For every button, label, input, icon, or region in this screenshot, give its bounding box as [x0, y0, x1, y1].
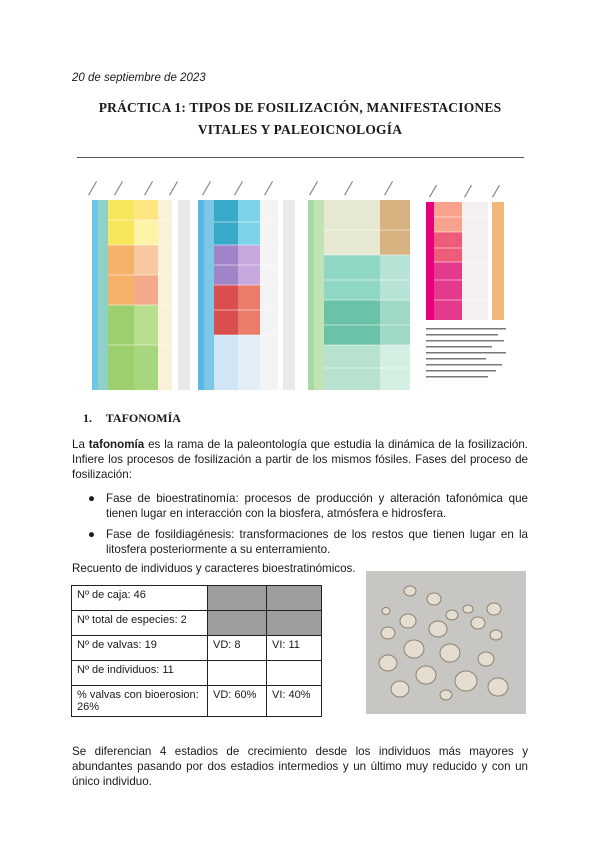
- table-cell: Nº total de especies: 2: [72, 611, 208, 636]
- title-divider: [77, 157, 524, 158]
- table-cell: [208, 661, 267, 686]
- table-row: [72, 586, 322, 611]
- list-item: [88, 527, 528, 557]
- section-heading: [83, 411, 181, 426]
- document-date: 20 de septiembre de 2023: [72, 72, 206, 84]
- intro-rest: es la rama de la paleontología que estudia la dinámica de la fosilización. Infiere los procesos de fosilización a partir de los mismos fósiles. Fases del proceso de fosilización:: [72, 438, 528, 481]
- table-cell: VD: 60%: [208, 686, 267, 717]
- geologic-timescale-chart-image: [88, 170, 518, 392]
- table-cell: VD: 8: [208, 636, 267, 661]
- bullet-icon: ●: [88, 528, 96, 541]
- table-cell-shaded: [208, 586, 267, 611]
- table-cell: VI: 11: [267, 636, 322, 661]
- shell-specimens-photo: [366, 571, 526, 714]
- table-cell-shaded: [267, 611, 322, 636]
- timescale-panel-3: [308, 200, 410, 390]
- intro-lead: La: [72, 438, 89, 451]
- intro-term: tafonomía: [88, 438, 145, 451]
- conclusion-paragraph: Se diferencian 4 estadios de crecimiento desde los individuos más mayores y abundantes pasando por dos estadios intermedios y un último muy reducido y con un único individuo.: [72, 745, 528, 788]
- table-row: [72, 686, 322, 717]
- phase-list: [88, 491, 528, 563]
- table-row: [72, 661, 322, 686]
- table-cell: Nº de caja: 46: [72, 586, 208, 611]
- list-item-text: Fase de bioestratinomía: procesos de producción y alteración tafonómica que tienen lugar en interacción con la biosfera, atmósfera e hidrosfera.: [106, 492, 528, 520]
- table-cell: % valvas con bioerosion: 26%: [72, 686, 208, 717]
- bullet-icon: ●: [88, 492, 96, 505]
- document-title: PRÁCTICA 1: TIPOS DE FOSILIZACIÓN, MANIFESTACIONES VITALES Y PALEOICNOLOGÍA: [98, 100, 502, 137]
- timescale-panel-4: [426, 202, 506, 378]
- table-cell-shaded: [267, 586, 322, 611]
- specimen-count-table: [71, 585, 322, 717]
- table-cell: VI: 40%: [267, 686, 322, 717]
- timescale-panel-1: [92, 200, 190, 390]
- table-row: [72, 636, 322, 661]
- table-cell: Nº de valvas: 19: [72, 636, 208, 661]
- intro-paragraph: [72, 437, 528, 482]
- table-cell: [267, 661, 322, 686]
- timescale-panel-2: [198, 200, 295, 390]
- table-cell: Nº de individuos: 11: [72, 661, 208, 686]
- section-title: TAFONOMÍA: [105, 411, 181, 425]
- table-row: [72, 611, 322, 636]
- list-item: [88, 491, 528, 521]
- section-number: 1.: [83, 411, 92, 425]
- table-caption: Recuento de individuos y caracteres bioestratinómicos.: [72, 562, 356, 575]
- table-cell-shaded: [208, 611, 267, 636]
- list-item-text: Fase de fosildiagénesis: transformaciones de los restos que tienen lugar en la litosfera posteriormente a su enterramiento.: [106, 528, 528, 556]
